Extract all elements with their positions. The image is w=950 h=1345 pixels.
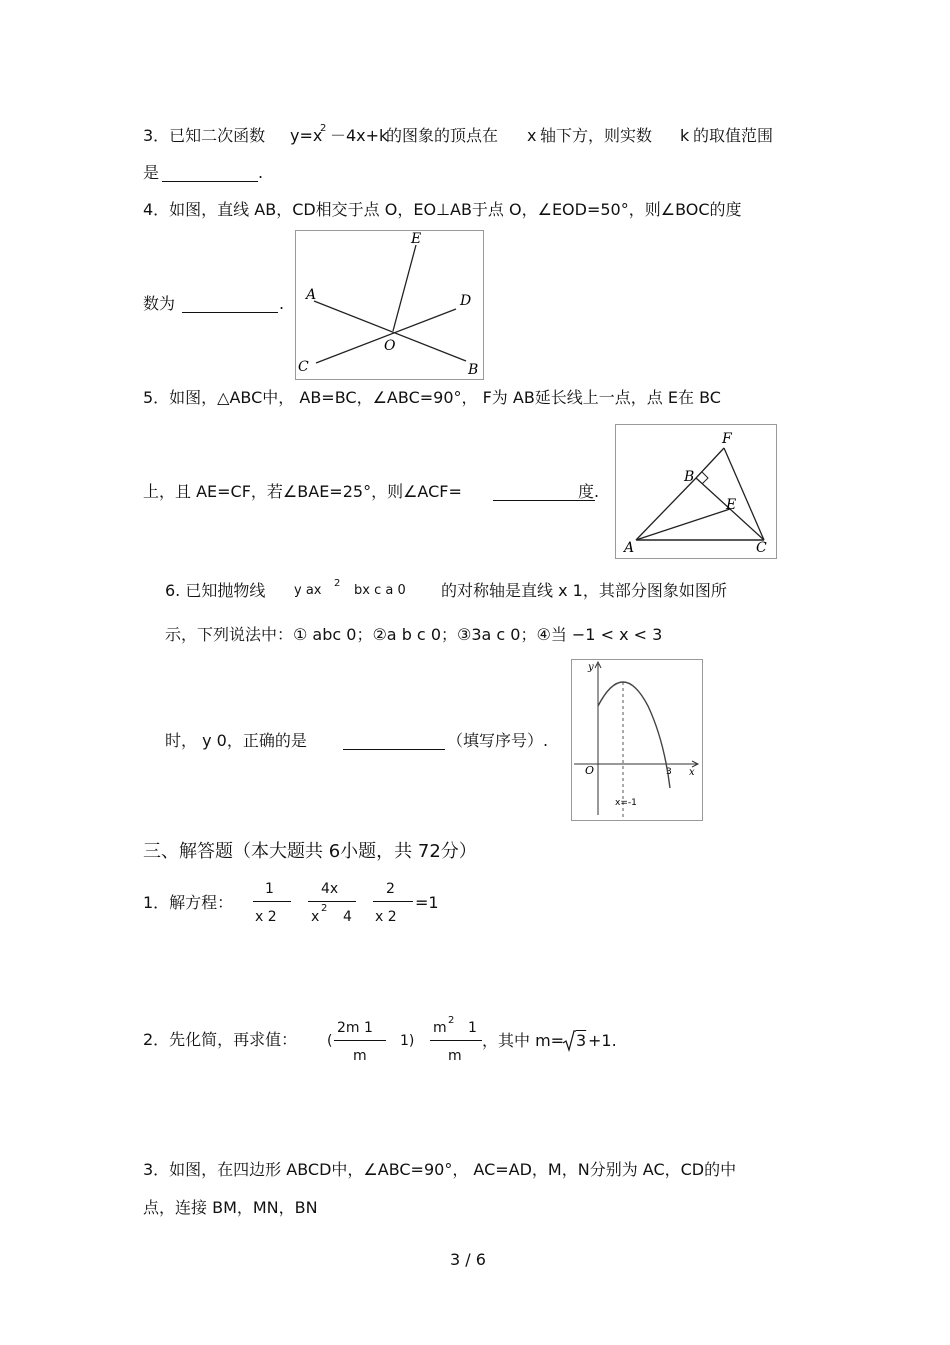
p1-f2-den-b: 4	[343, 909, 352, 925]
p1-f1-den: x 2	[255, 909, 277, 925]
q6-figure	[571, 659, 703, 821]
p2-f1-bar	[334, 1040, 386, 1041]
p1-f3-num: 2	[386, 881, 395, 897]
q6-line1-formula2: bx c a 0	[354, 583, 406, 598]
line-cd	[316, 309, 456, 363]
q5-figure	[615, 424, 777, 559]
q5-line2-prefix: 上，且 AE=CF，若∠BAE=25°，则∠ACF=	[143, 482, 462, 501]
p2-f2-den: m	[448, 1048, 462, 1064]
q3-prefix: 3．已知二次函数	[143, 126, 266, 145]
line-oe	[393, 245, 416, 331]
q6-line3-suffix: （填写序号）.	[447, 731, 549, 750]
q3-suffix: 的取值范围	[693, 126, 774, 145]
label-b: B	[468, 362, 479, 378]
q3-mid2: 轴下方，则实数	[540, 126, 653, 145]
p1-f1-bar	[253, 901, 291, 902]
q3-axis: x	[527, 126, 537, 145]
q6-line2: 示，下列说法中：① abc 0；②a b c 0；③3a c 0；④当 −1 < x < 3	[165, 625, 663, 644]
p2-tail: ，其中 m=	[482, 1031, 565, 1050]
q6-line1-exp: 2	[334, 578, 341, 589]
label-o: O	[585, 764, 595, 777]
q3-line2: 是	[143, 163, 160, 182]
p3-line1: 3．如图，在四边形 ABCD中，∠ABC=90°， AC=AD，M，N分别为 AC，CD的中	[143, 1160, 737, 1179]
p1-f2-den-a: x	[311, 909, 320, 925]
q3-func-a: y=x	[290, 126, 323, 145]
p2-f1-num: 2m 1	[337, 1020, 373, 1036]
label-three: 3	[666, 767, 672, 777]
p1-rhs: =1	[415, 893, 439, 912]
label-o: O	[384, 338, 396, 354]
page-number: 3 / 6	[450, 1250, 486, 1269]
label-b: B	[684, 469, 695, 485]
q3-func-exp: 2	[320, 123, 327, 134]
q6-answer-blank	[343, 749, 445, 750]
label-x: x	[689, 767, 695, 778]
p1-label: 1．解方程：	[143, 893, 234, 912]
label-c: C	[756, 540, 767, 556]
p2-mid: 1)	[400, 1033, 415, 1049]
seg-fc	[724, 448, 764, 540]
p2-open: (	[327, 1033, 333, 1049]
p1-f2-bar	[308, 901, 356, 902]
label-a: A	[306, 287, 317, 303]
label-axis: x=-1	[615, 798, 637, 808]
p1-f3-bar	[373, 901, 413, 902]
q4-line2: 数为	[143, 294, 176, 313]
q6-line3-prefix: 时， y 0，正确的是	[165, 731, 307, 750]
p2-f2-num-exp: 2	[448, 1015, 455, 1026]
label-e: E	[726, 497, 737, 513]
ext-bf	[696, 448, 724, 478]
q3-answer-blank	[162, 181, 258, 182]
q6-line1-prefix: 6. 已知抛物线	[165, 581, 266, 600]
p2-f2-bar	[430, 1040, 482, 1041]
q4-figure	[295, 230, 484, 380]
parabola-curve	[598, 682, 670, 788]
q3-end: .	[258, 163, 264, 182]
label-c: C	[298, 359, 309, 375]
p2-sqrt-val: 3	[576, 1031, 587, 1050]
q4-end: .	[279, 294, 285, 313]
q5-text: 5．如图，△ABC中， AB=BC，∠ABC=90°， F为 AB延长线上一点，点 E在 BC	[143, 388, 721, 407]
section-title: 三、解答题（本大题共 6小题，共 72分）	[143, 841, 477, 862]
q3-func-b: －4x+k	[330, 126, 389, 145]
p1-f3-den: x 2	[375, 909, 397, 925]
p2-f2-num-a: m	[433, 1020, 447, 1036]
p2-label: 2．先化简，再求值：	[143, 1030, 298, 1049]
p2-tail2: +1.	[588, 1031, 617, 1050]
q3-mid: 的图象的顶点在	[386, 126, 499, 145]
p2-f1-den: m	[353, 1048, 367, 1064]
p1-f2-num: 4x	[321, 881, 339, 897]
p1-f2-den-exp: 2	[321, 903, 328, 914]
q4-text: 4．如图，直线 AB，CD相交于点 O，EO⊥AB于点 O，∠EOD=50°，则∠BOC的度	[143, 200, 742, 219]
sqrt-sign-icon	[562, 1029, 576, 1053]
label-y: y	[588, 662, 594, 673]
label-f: F	[722, 431, 732, 447]
p1-f1-num: 1	[265, 881, 274, 897]
q4-answer-blank	[182, 312, 278, 313]
p2-f2-num-b: 1	[468, 1020, 477, 1036]
q3-var: k	[680, 126, 690, 145]
label-a: A	[624, 540, 635, 556]
q6-line1-suffix: 的对称轴是直线 x 1，其部分图象如图所	[441, 581, 727, 600]
q6-line1-formula: y ax	[294, 583, 322, 598]
label-d: D	[460, 293, 472, 309]
p3-line2: 点，连接 BM，MN，BN	[143, 1198, 318, 1217]
q5-line2-suffix: 度.	[578, 482, 600, 501]
label-e: E	[411, 231, 422, 247]
right-angle-mark	[702, 472, 708, 484]
